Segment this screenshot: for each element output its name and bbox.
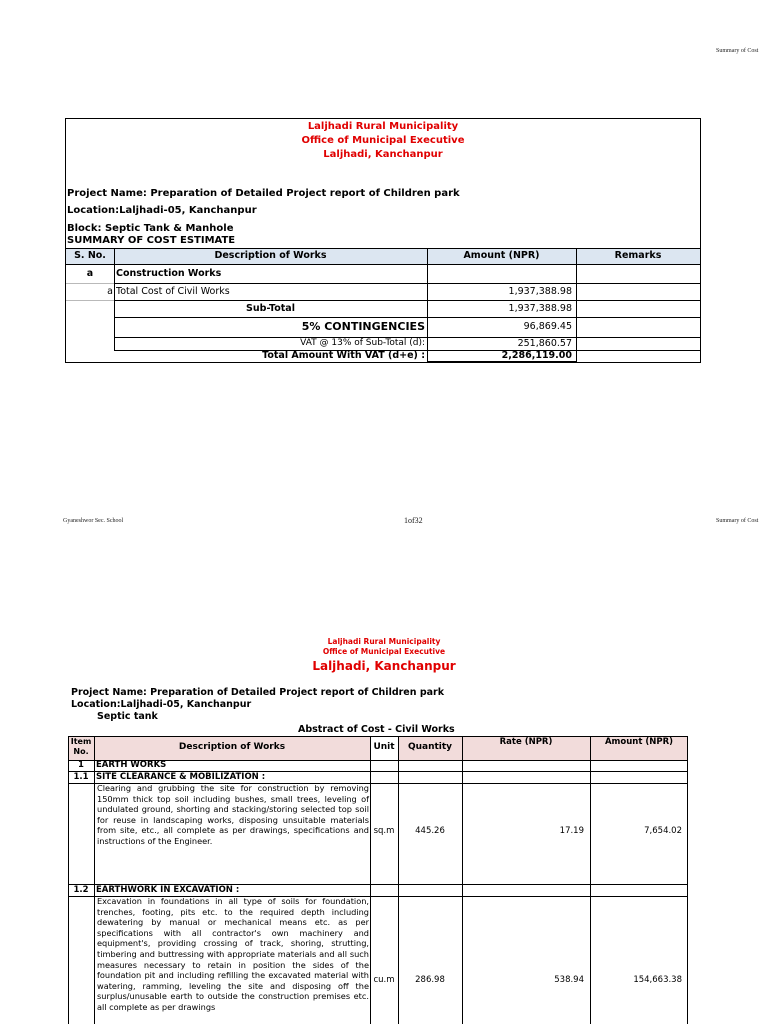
project-name: Project Name: Preparation of Detailed Project report of Children park [67,188,460,199]
project-block: Block: Septic Tank & Manhole [67,223,234,234]
rule [68,736,69,1024]
rule [114,350,700,351]
place-name: Laljhadi, Kanchanpur [323,149,443,160]
row-desc: Excavation in foundations in all type of soils for foundation, trenches, footing, pits etc. to the required depth including dewatering by manual or mechanical means etc. as per specifications with all contractor's own machinery and equipment's, providing crossing of track, shoring, strutting, timbering and buttressing with appropriate materials and all such measures necessary to retain in position the sides of the foundation pit and including refilling the excavated material with watering, ramming, leveling the site and disposing off the surplus/unusable earth to outside the construction premises etc. all complete as per drawings [97,896,369,1012]
row-item-no: 1.1 [73,772,89,782]
rule [68,760,688,761]
row-rate: 538.94 [554,975,584,985]
col-item-no: Item No. [68,736,94,760]
rule [114,248,115,350]
col-amount: Amount (NPR) [590,736,688,760]
rule [114,300,700,301]
rule [590,736,591,1024]
p2-place-name: Laljhadi, Kanchanpur [312,659,456,673]
rule [687,736,688,1024]
subtotal-amount: 1,937,388.98 [508,303,572,314]
col-quantity: Quantity [398,736,462,760]
summary-cost-estimate-sheet [65,118,701,363]
row-desc: EARTHWORK IN EXCAVATION : [96,885,240,895]
rule [114,283,700,284]
rule [398,736,399,1024]
office-name: Office of Municipal Executive [301,135,465,146]
contingency-label: 5% CONTINGENCIES [301,320,425,333]
rule [68,771,688,772]
section-sno: a [86,268,94,279]
footer-summary: Summary of Cost [716,518,759,524]
rule [68,884,688,885]
rule [427,361,576,362]
total-label: Total Amount With VAT (d+e) : [262,350,425,361]
vat-label: VAT @ 13% of Sub-Total (d): [300,338,425,348]
p2-office-name: Office of Municipal Executive [322,647,446,656]
row-desc: Clearing and grubbing the site for construction by removing 150mm thick top soil including bushes, small trees, leveling of undulated ground, shorting and stacking/storing selected top soil for reuse in landscaping works, disposing unsuitable materials from site, etc., all complete as per drawings, specifications and instructions of the Engineer. [97,783,369,846]
abstract-of-cost-table [68,736,688,1024]
municipality-name: Laljhadi Rural Municipality [307,121,459,132]
rule [427,248,428,362]
col-desc: Description of Works [94,736,370,760]
item-sno: a [107,286,113,297]
p2-component: Septic tank [97,711,158,722]
p2-abstract-title: Abstract of Cost - Civil Works [298,724,455,735]
row-unit: cu.m [373,975,395,985]
rule [94,736,95,1024]
rule [66,283,114,284]
rule [68,896,688,897]
col-sno: S. No. [66,248,114,264]
p2-municipality-name: Laljhadi Rural Municipality [327,637,441,646]
item-amount: 1,937,388.98 [508,286,572,297]
rule [462,736,463,1024]
rule [68,783,688,784]
row-desc: EARTH WORKS [96,760,167,770]
rule [370,736,371,1024]
section-desc: Construction Works [116,268,222,279]
rule [66,264,700,265]
contingency-amount: 96,869.45 [523,321,572,332]
row-amount: 7,654.02 [644,826,682,836]
row-quantity: 286.98 [415,975,445,985]
p2-project-name: Project Name: Preparation of Detailed Project report of Children park [71,687,445,698]
rule [66,300,114,301]
total-amount: 2,286,119.00 [501,350,572,361]
subtotal-label: Sub-Total [246,303,295,314]
row-amount: 154,663.38 [633,975,682,985]
rule [114,317,700,318]
item-desc: Total Cost of Civil Works [116,286,230,297]
rule [576,248,577,362]
rule [66,248,700,249]
rule [114,337,700,338]
col-description: Description of Works [114,248,427,264]
row-unit: sq.m [373,826,395,836]
footer-page-number: 1of32 [404,516,423,525]
rule [68,736,688,737]
row-item-no: 1 [78,760,84,770]
row-quantity: 445.26 [415,826,445,836]
row-item-no: 1.2 [73,885,89,895]
footer-school: Gyaneshwor Sec. School [63,518,124,524]
summary-title: SUMMARY OF COST ESTIMATE [67,235,236,246]
col-rate: Rate (NPR) [462,736,590,760]
col-remarks: Remarks [576,248,700,264]
p2-location: Location:Laljhadi-05, Kanchanpur [71,699,252,710]
col-amount: Amount (NPR) [427,248,576,264]
vat-amount: 251,860.57 [517,338,572,349]
col-unit: Unit [373,742,395,752]
row-desc: SITE CLEARANCE & MOBILIZATION : [96,772,266,782]
project-location: Location:Laljhadi-05, Kanchanpur [67,205,257,216]
page-header-right: Summary of Cost [716,48,759,54]
row-rate: 17.19 [559,826,584,836]
